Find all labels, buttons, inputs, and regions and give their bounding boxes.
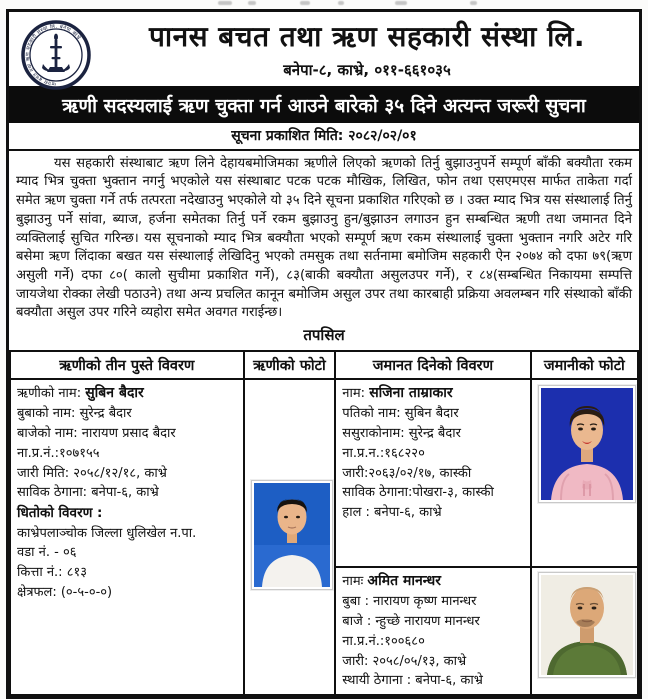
guarantor1-photo bbox=[538, 385, 636, 503]
notice-paragraph: यस सहकारी संस्थाबाट ऋण लिने देहायबमोजिमका ऋणीले लिएको ऋणको तिर्नु बुझाउनुपर्ने सम्पूर्ण बाँकी बक्यौता रकम म्याद भित्र चुक्ता भुक्तान नगर्नु भएकोले यस संस्थाबाट पटक पटक मौखिक, लिखित, फोन तथा एसएमएस मार्फत ताकेता गर्दा समेत ऋण चुक्ता गर्ने तर्फ तत्परता नदेखाउनु भएकोले यो ३५ दिने सूचना प्रकाशित गरिएको छ । उक्त म्याद भित्र यस संस्थालाई तिर्नु बुझाउनु पर्ने सांवा, ब्याज, हर्जना समेतका तिर्नु पर्ने रकम बुझाउनु हुन/बुझाउन लगाउन हुन सम्बन्धित ऋणी तथा जमानत दिने व्यक्तिलाई सुचित गरिन्छ। यस सूचनाको म्याद भित्र बक्यौता भएको सम्पूर्ण ऋण रकम संस्थालाई चुक्ता भुक्तान नगरि अटेर गरि बसेमा ऋण लिंदाका बखत यस संस्थालाई लेखिदिनु भएको तमसुक तथा सर्तनामा बमोजिम सहकारी ऐन २०७४ को दफा ७९(ऋण असुली गर्ने) दफा ८०( कालो सुचीमा प्रकाशित गर्ने), ८३(बाकी बक्यौता असुलउपर गर्ने), र ८४(सम्बन्धित निकायमा सम्पत्ति जायजेथा रोक्का लेखी पठाउने) तथा अन्य प्रचलित कानून बमोजिम असुल उपर तथा कारबाही प्रक्रिया अवलम्बन गरि संस्थाको बाँकी बक्यौता असुल उपर गरिने व्यहोरा समेत अवगत गराईन्छ। bbox=[16, 155, 632, 321]
col-header-guarantor-photo: जमानीको फोटो bbox=[531, 351, 638, 379]
col-header-borrower-photo: ऋणीको फोटो bbox=[244, 351, 336, 379]
guarantor1-name-label: नाम: bbox=[342, 386, 366, 402]
publish-date: सूचना प्रकाशित मिति: २०८२/०२/०१ bbox=[9, 123, 639, 151]
header bbox=[9, 12, 639, 86]
notice-body-section bbox=[9, 151, 639, 351]
guarantor2-permanent-address: स्थायी ठेगाना : बनेपा-६, काभ्रे bbox=[342, 673, 483, 689]
guarantor2-photo bbox=[538, 572, 636, 678]
guarantor2-citizenship-no: ना.प्र.नं.:१००६८० bbox=[342, 633, 425, 649]
collateral-ward: वडा नं. - ०६ bbox=[17, 545, 77, 561]
guarantor1-details bbox=[342, 383, 523, 523]
collateral-area: क्षेत्रफल: (०-५-०-०) bbox=[17, 584, 113, 600]
borrower-citizenship-no: ना.प्र.नं.:१०७१५५ bbox=[17, 445, 100, 461]
notice-title-bar: ऋणी सदस्यलाई ऋण चुक्ता गर्न आउने बारेको ३५ दिने अत्यन्त जरूरी सुचना bbox=[9, 86, 639, 123]
cooperative-seal-logo bbox=[21, 20, 91, 90]
col-header-guarantor-details: जमानत दिनेको विवरण bbox=[335, 351, 530, 379]
guarantor2-father: बुबा : नारायण कृष्ण मानन्धर bbox=[342, 594, 477, 610]
seal-ring-text: पानस बचत तथा ऋण सहकारी संस्था लि. बनेपा काभ्रे bbox=[24, 23, 82, 87]
borrower-details-cell bbox=[10, 379, 244, 695]
guarantor1-current-address: हाल : बनेपा-६, काभ्रे bbox=[342, 505, 442, 521]
table-row bbox=[10, 379, 638, 567]
collateral-location: काभ्रेपलाञ्चोक जिल्ला धुलिखेल न.पा. bbox=[17, 525, 197, 541]
borrower-grandfather: बाजेको नाम: नारायण प्रसाद बैदार bbox=[17, 426, 176, 442]
borrower-issue-date: जारी मिति: २०५८/१२/१८, काभ्रे bbox=[17, 465, 167, 481]
borrower-name: सुबिन बैदार bbox=[85, 385, 144, 402]
guarantor1-photo-cell bbox=[531, 379, 638, 567]
collateral-title: धितोको विवरण : bbox=[17, 505, 103, 522]
guarantor1-issue-date: जारी:२०६३/०२/१७, कास्की bbox=[342, 465, 472, 481]
borrower-details bbox=[17, 383, 237, 603]
guarantor1-name: सजिना ताम्राकार bbox=[369, 385, 453, 402]
table-header-row bbox=[10, 351, 638, 379]
guarantor1-father-in-law: ससुराकोनाम: सुरेन्द्र बैदार bbox=[342, 426, 461, 442]
guarantor2-issue-date: जारी: २०५८/०५/१३, काभ्रे bbox=[342, 653, 467, 669]
borrower-father: बुबाको नाम: सुरेन्द्र बैदार bbox=[17, 406, 132, 422]
guarantor2-details bbox=[342, 571, 523, 691]
guarantor2-name: अमित मानन्धर bbox=[367, 573, 441, 590]
borrower-photo-cell bbox=[244, 379, 336, 695]
guarantor2-details-cell bbox=[335, 567, 530, 695]
notice-document bbox=[6, 9, 642, 699]
details-table bbox=[9, 350, 639, 696]
guarantor1-details-cell bbox=[335, 379, 530, 567]
col-header-borrower-details: ऋणीको तीन पुस्ते विवरण bbox=[10, 351, 244, 379]
section-title: तपसिल bbox=[303, 326, 345, 345]
guarantor2-grandfather: बाजे : न्हुच्छे नारायण मानन्धर bbox=[342, 614, 480, 630]
guarantor2-photo-cell bbox=[531, 567, 638, 695]
borrower-name-label: ऋणीको नाम: bbox=[17, 386, 82, 402]
guarantor1-husband: पतिको नाम: सुबिन बैदार bbox=[342, 406, 459, 422]
guarantor2-name-label: नामः bbox=[342, 574, 364, 590]
borrower-photo bbox=[251, 480, 333, 590]
org-address: बनेपा-८, काभ्रे, ०११-६६१०३५ bbox=[283, 60, 451, 79]
guarantor1-former-address: साविक ठेगाना:पोखरा-३, कास्की bbox=[342, 485, 494, 501]
borrower-address: साविक ठेगाना: बनेपा-६, काभ्रे bbox=[17, 485, 159, 501]
collateral-plot-no: कित्ता नं.: ८१३ bbox=[17, 565, 87, 581]
org-name: पानस बचत तथा ऋण सहकारी संस्था लि. bbox=[148, 20, 586, 53]
guarantor1-citizenship-no: ना.प्र.न.:१६८२२० bbox=[342, 445, 425, 461]
